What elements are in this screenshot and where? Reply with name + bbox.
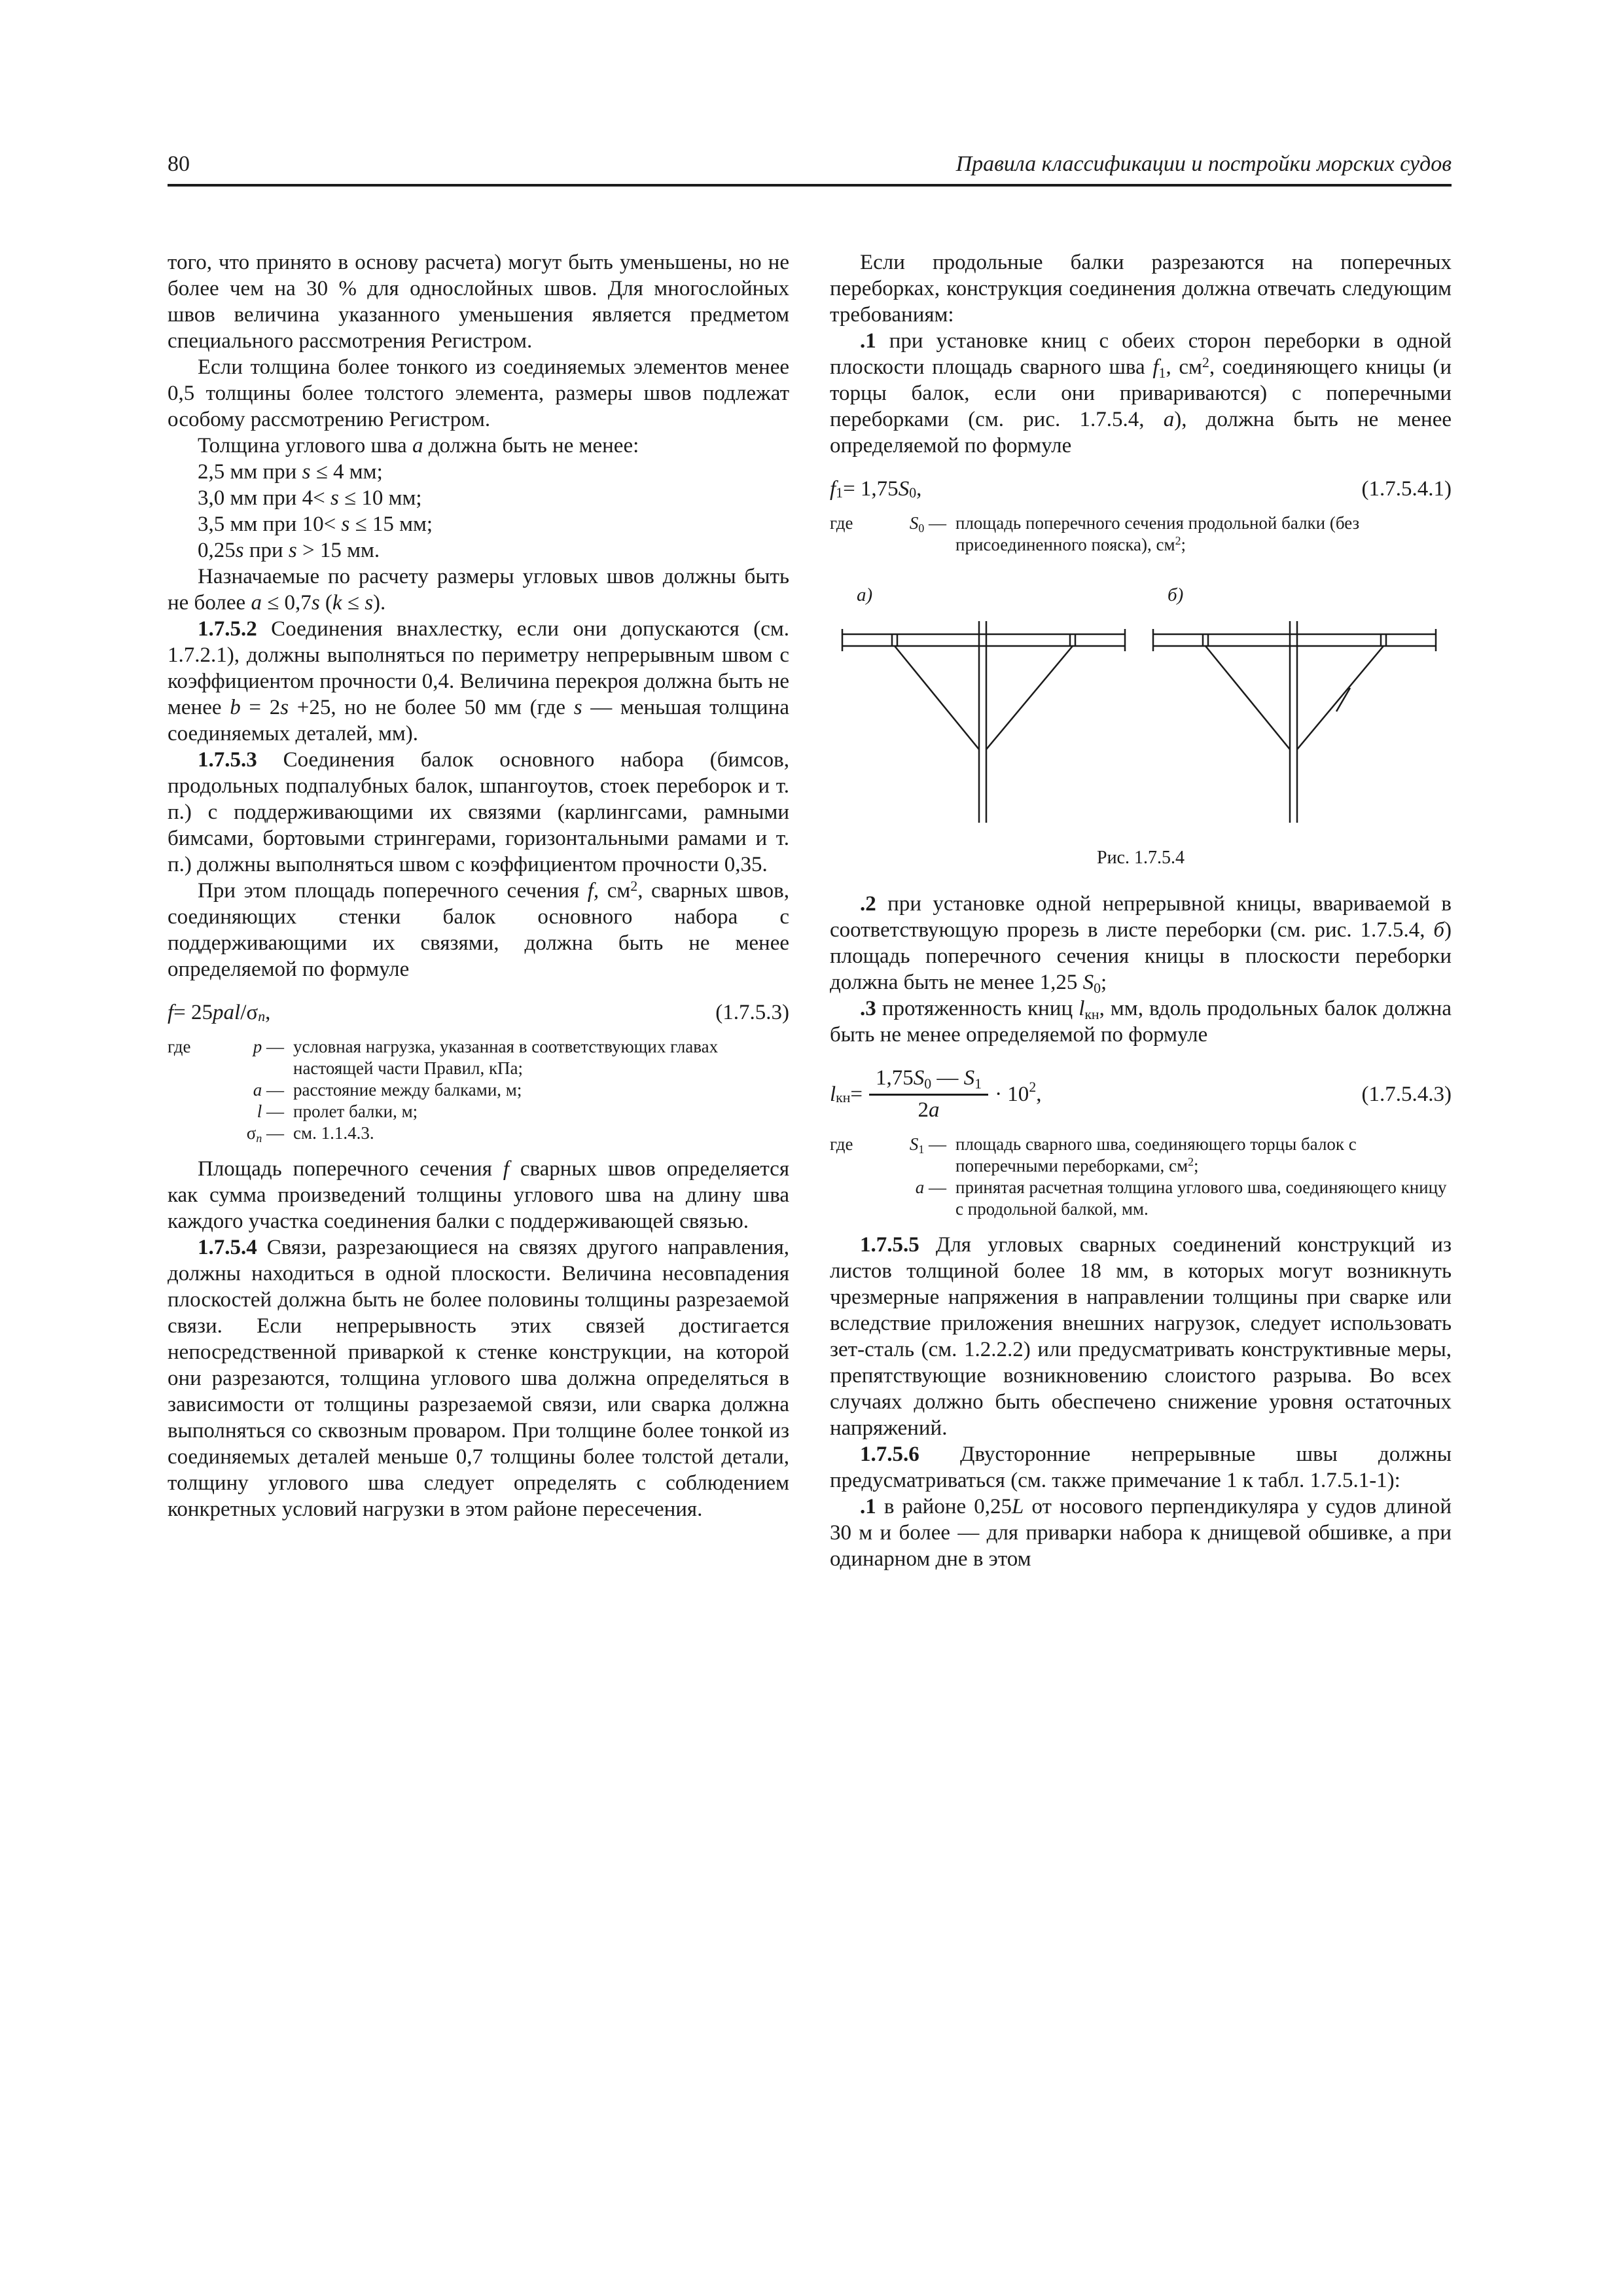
running-title: Правила классификации и постройки морских судов [955, 152, 1452, 176]
where-row [168, 1079, 789, 1101]
text-run: условная нагрузка, указанная в соответствующих главах настоящей части Правил, кПа; [293, 1037, 719, 1079]
paragraph [168, 1234, 789, 1522]
text-run: см. 1.1.4.3. [293, 1123, 374, 1143]
figure-1-7-5-4 [830, 582, 1452, 871]
right-column-blocks-bottom [830, 891, 1452, 1572]
text-run: 1 [1158, 365, 1166, 381]
text-run: +25, но не более 50 мм (где [289, 696, 574, 720]
where-symbol: S1 — [909, 1134, 946, 1156]
text-run: , [916, 477, 922, 501]
paragraph [830, 328, 1452, 459]
formula-body: f = 25 pal /σ n , [168, 1001, 271, 1025]
text-run: сварных швов определяется как сумма произведений толщины углового шва на длину шва каждого участка соединения балки с поддерживающей связью. [168, 1157, 789, 1234]
text-run: при установке книц с обеих сторон переборки в одной плоскости площадь сварного шва [830, 329, 1452, 380]
text-run: , соединяющего кницы (и торцы балок, если они привариваются) с поперечными переборками (см. рис. 1.7.5.4, [830, 355, 1452, 432]
text-run: , сварных швов, соединяющих стенки балок основного набора с поддерживающими их связями, должна быть не менее определяемой по формуле [168, 879, 790, 982]
text-run: площадь сварного шва, соединяющего торцы балок с поперечными переборками, см [955, 1134, 1357, 1176]
text-run: , см [1166, 355, 1202, 380]
text-run: 0 [1094, 980, 1101, 996]
text-run: 2,5 мм при [198, 460, 302, 484]
text-run: кн [1084, 1006, 1099, 1022]
text-run: Соединения балок основного набора (бимсов, продольных подпалубных балок, шпангоутов, стоек переборок и т. п.) с поддерживающими их связями (карлингсами, рамными бимсами, бортовыми стрингерами, горизонтальными рамами и т. п.) должны выполняться швом с коэффициентом прочности 0,35. [168, 748, 790, 877]
text-run: 0,25 [198, 539, 236, 563]
text-run: , [265, 1001, 271, 1025]
where-description [293, 1079, 789, 1101]
text-run: pal [213, 1001, 241, 1025]
text-run: = [850, 1082, 863, 1106]
text-run: · 10 [995, 1082, 1029, 1106]
where-definitions [830, 512, 1452, 556]
where-row [168, 1101, 789, 1122]
text-run: при установке одной непрерывной кницы, ввариваемой в соответствующую прорезь в листе переборки (см. рис. 1.7.5.4, [830, 892, 1452, 942]
text-run: = 2 [240, 696, 281, 720]
paragraph [830, 1441, 1452, 1494]
text-run: пролет балки, м; [293, 1102, 418, 1122]
spec-line [168, 459, 789, 485]
text-run: S [913, 1066, 925, 1090]
where-keyword: где [168, 1037, 191, 1057]
figure-canvas [830, 582, 1452, 831]
page-content [168, 152, 1452, 1572]
paragraph [830, 1494, 1452, 1572]
paragraph [168, 354, 789, 433]
text-run: 0 [918, 521, 925, 535]
text-run: должна быть не менее: [423, 434, 639, 458]
where-row [830, 1177, 1452, 1220]
text-run: b [230, 696, 241, 720]
text-run: ( [319, 591, 332, 615]
where-keyword: где [830, 513, 853, 533]
where-symbol: l — [257, 1102, 284, 1122]
text-run: Толщина углового шва [198, 434, 412, 458]
where-symbol: σn — [246, 1123, 284, 1145]
where-description [955, 1177, 1452, 1220]
spec-line [168, 485, 789, 511]
text-run: s [573, 696, 582, 720]
where-description [293, 1036, 789, 1079]
text-run: ) площадь поперечного сечения кницы в плоскости переборки должна быть не менее 1,25 [830, 918, 1452, 995]
text-run: σ [246, 1123, 257, 1143]
text-run: Площадь поперечного сечения [198, 1157, 503, 1181]
text-run: a [929, 1098, 940, 1122]
where-keyword [168, 1122, 209, 1144]
where-keyword: где [830, 1134, 853, 1155]
text-run: .1 [860, 1495, 884, 1519]
text-run: При этом площадь поперечного сечения [198, 879, 588, 903]
text-run: а [915, 1177, 925, 1198]
text-run: S [1082, 971, 1094, 995]
text-run: f, [587, 879, 599, 903]
figure-panel-a [840, 582, 1131, 831]
paragraph [830, 891, 1452, 996]
text-run: от носового перпендикуляра у судов длиной 30 м и более — для приварки набора к днищевой обшивке, а при одинарном дне в этом [830, 1495, 1452, 1571]
text-run: 1.7.5.3 [198, 748, 283, 772]
text-run: 3,0 мм при 4< [198, 486, 330, 511]
text-run: > 15 мм. [296, 539, 380, 563]
where-row [168, 1122, 789, 1144]
text-run: 1 [918, 1142, 925, 1156]
text-run: l [830, 1082, 836, 1106]
text-run: 1.7.5.5 [860, 1233, 936, 1257]
text-run: ; [1181, 535, 1186, 555]
text-run: в районе 0,25 [883, 1495, 1012, 1519]
where-description [293, 1101, 789, 1122]
where-symbol: а — [915, 1177, 946, 1198]
where-symbol: p — [253, 1037, 284, 1057]
text-run: S [898, 477, 910, 501]
text-run: см [599, 879, 631, 903]
where-keyword [168, 1079, 209, 1101]
text-run: при [243, 539, 289, 563]
page-header [168, 152, 1452, 184]
text-run: Двусторонние непрерывные швы должны предусматриваться (см. также примечание 1 к табл. 1.7.5.1-1): [830, 1443, 1452, 1493]
text-run: ≤ 15 мм; [349, 512, 433, 537]
text-run: , мм, вдоль продольных балок должна быть не менее определяемой по формуле [830, 997, 1452, 1047]
text-run: f [1152, 355, 1159, 380]
where-symbol: a — [253, 1080, 284, 1100]
text-run: того, что принято в основу расчета) могут быть уменьшены, но не более чем на 30 % для однослойных швов. Для многослойных швов величина указанного уменьшения является предметом специального рассмотрения Регистром. [168, 251, 789, 353]
text-run: ). [373, 591, 386, 615]
text-run: , [1036, 1082, 1042, 1106]
text-run: 1 [974, 1075, 982, 1092]
paragraph [168, 747, 789, 878]
text-run: S [909, 513, 919, 533]
text-run: — меньшая толщина соединяемых деталей, мм). [168, 696, 790, 746]
text-run: 2 [1175, 534, 1181, 548]
formula [830, 1065, 1452, 1123]
text-run: ≤ 10 мм; [338, 486, 422, 511]
fraction-numerator [869, 1065, 988, 1096]
text-run: s [280, 696, 289, 720]
text-run: a [253, 1080, 262, 1100]
text-run: 1,75 [876, 1066, 914, 1090]
text-run: k [332, 591, 342, 615]
text-run: f [503, 1157, 509, 1181]
left-column-blocks [168, 249, 789, 1522]
header-rule [168, 184, 1452, 187]
text-run: Назначаемые по расчету размеры угловых швов должны быть не более [168, 565, 789, 615]
paragraph [168, 249, 789, 354]
text-run: l [257, 1102, 262, 1122]
formula [830, 476, 1452, 502]
paragraph [830, 249, 1452, 328]
where-definitions [830, 1134, 1452, 1220]
text-run: a [251, 591, 262, 615]
text-run: s [365, 591, 374, 615]
text-run: S [909, 1134, 919, 1155]
text-run: S [963, 1066, 975, 1090]
text-run: Если толщина более тонкого из соединяемых элементов менее 0,5 толщины более толстого элемента, размеры швов подлежат особому рассмотрению Регистром. [168, 355, 789, 432]
where-row [168, 1036, 789, 1079]
text-run: 3,5 мм при 10< [198, 512, 342, 537]
where-symbol: S0 — [909, 513, 946, 535]
text-run: 2 [1202, 354, 1209, 370]
text-run: Соединения внахлестку, если они допускаются (см. 1.7.2.1), должны выполняться по периметру непрерывным швом с коэффициентом прочности 0,4. Величина перекроя должна быть не менее [168, 617, 789, 720]
paragraph [168, 616, 789, 747]
text-run: 1.7.5.2 [198, 617, 272, 641]
text-run: s [341, 512, 350, 537]
where-row [830, 512, 1452, 556]
text-run: 2 [918, 1098, 929, 1122]
spec-line-list [168, 459, 789, 564]
figure-panel-b [1150, 582, 1442, 831]
paragraph [830, 996, 1452, 1048]
text-run: s [235, 539, 244, 563]
formula-number: (1.7.5.3) [715, 1001, 789, 1025]
text-run: ), должна быть не менее определяемой по формуле [830, 408, 1452, 458]
text-run: s [311, 591, 320, 615]
text-run: f [830, 477, 836, 501]
text-run: /σ [240, 1001, 259, 1025]
formula-number: (1.7.5.4.1) [1361, 477, 1452, 501]
right-column [830, 249, 1452, 1572]
where-row [830, 1134, 1452, 1177]
bracket-diagram-a-drawing [840, 615, 1128, 831]
page-number: 80 [168, 152, 190, 176]
text-run: s [288, 539, 297, 563]
text-run: — [931, 1066, 964, 1090]
paragraph [830, 1232, 1452, 1441]
text-run: площадь поперечного сечения продольной балки (без присоединенного пояска), см [955, 513, 1360, 555]
text-run: .1 [860, 329, 889, 353]
text-run: p [253, 1037, 262, 1057]
text-run: ; [1101, 971, 1107, 995]
text-run: s [330, 486, 339, 511]
text-run: ; [1194, 1156, 1199, 1176]
text-run: Для угловых сварных соединений конструкций из листов толщиной более 18 мм, в которых могут возникнуть чрезмерные напряжения в направлении толщины при сварке или вследствие приложения внешних нагрузок, следует использовать зет-сталь (см. 1.2.2.2) или предусматривать конструктивные меры, препятствующие возникновению слоистого разрыва. Во всех случаях должно быть обеспечено снижение уровня остаточных напряжений. [830, 1233, 1452, 1441]
spec-line [168, 511, 789, 537]
text-run: ≤ 4 мм; [310, 460, 383, 484]
text-run: а [412, 434, 423, 458]
where-description [955, 1134, 1452, 1177]
formula-number: (1.7.5.4.3) [1361, 1082, 1452, 1106]
formula [168, 999, 789, 1026]
text-run: расстояние между балками, м; [293, 1080, 522, 1100]
text-run: = 25 [173, 1001, 213, 1025]
spec-line [168, 537, 789, 564]
paragraph [168, 564, 789, 616]
text-run: 2 [630, 878, 638, 894]
text-run: б [1433, 918, 1444, 942]
text-run: а [1163, 408, 1175, 432]
paragraph [168, 433, 789, 459]
where-keyword [168, 1101, 209, 1122]
where-keyword [830, 1177, 872, 1220]
text-run: 1.7.5.4 [198, 1236, 267, 1260]
text-run: 1.7.5.6 [860, 1443, 961, 1467]
left-column [168, 249, 789, 1572]
where-description [955, 512, 1452, 556]
text-run: Если продольные балки разрезаются на поперечных переборках, конструкция соединения должна отвечать следующим требованиям: [830, 251, 1452, 327]
text-run: протяженность книц [882, 997, 1079, 1021]
text-run: принятая расчетная толщина углового шва, соединяющего кницу с продольной балкой, мм. [955, 1177, 1447, 1219]
paragraph [168, 1156, 789, 1234]
figure-label-a: а) [857, 584, 873, 606]
text-run: s [302, 460, 311, 484]
formula-body: f 1 = 1,75 S 0 , [830, 477, 922, 501]
text-run: 2 [1188, 1155, 1194, 1169]
text-run: 0 [924, 1075, 932, 1092]
text-run: .2 [860, 892, 888, 916]
right-column-blocks-top [830, 249, 1452, 556]
text-run: n [256, 1131, 262, 1145]
text-run: L [1012, 1495, 1024, 1519]
paragraph [168, 878, 789, 982]
text-run: ≤ 0,7 [261, 591, 312, 615]
where-description [293, 1122, 789, 1144]
fraction [869, 1065, 988, 1123]
text-run: l [1079, 997, 1085, 1021]
figure-label-b: б) [1168, 584, 1184, 606]
fraction-denominator [869, 1096, 988, 1123]
figure-caption: Рис. 1.7.5.4 [1097, 848, 1185, 869]
bracket-diagram-b-drawing [1150, 615, 1438, 831]
where-definitions [168, 1036, 789, 1144]
text-run: ≤ [342, 591, 365, 615]
text-run: f [168, 1001, 174, 1025]
text-run: = 1,75 [843, 477, 899, 501]
text-run: .3 [860, 997, 882, 1021]
two-column-layout [168, 249, 1452, 1572]
text-run: Связи, разрезающиеся на связях другого направления, должны находиться в одной плоскости. Величина несовпадения плоскостей должна быть не более половины толщины разрезаемой связи. Если непрерывность этих связей достигается непосредственной приваркой к стенке конструкции, на которой они разрезаются, толщина углового шва должна определяться в зависимости от толщины разрезаемой связи, или сварка должна выполняться со сквозным проваром. При толщине более тонкой из соединяемых деталей меньше 0,7 толщины более толстой детали, толщину углового шва следует определять с соблюдением конкретных условий нагрузки в этом районе пересечения. [168, 1236, 789, 1522]
formula-body: l кн = $\frac{1,75S0 — S1}{2a}$ · 10 2 , [830, 1066, 1042, 1122]
